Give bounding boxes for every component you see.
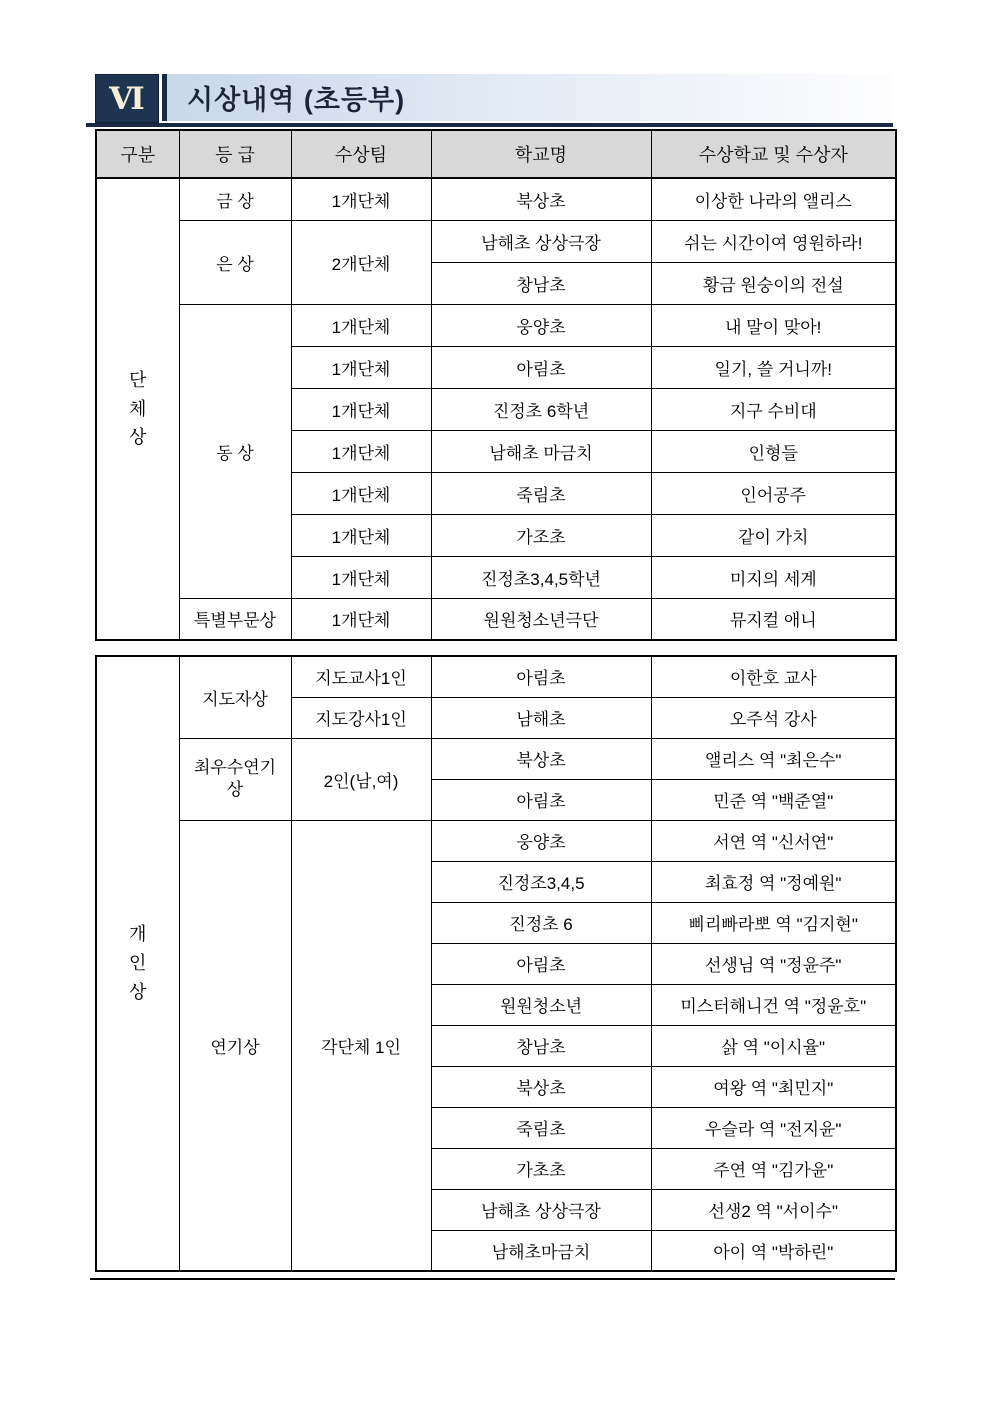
cell-school: 웅양초 bbox=[431, 304, 651, 346]
individual-awards-table bbox=[95, 655, 897, 1272]
cell-grade: 특별부문상 bbox=[179, 598, 291, 640]
table-bottom-rule bbox=[90, 1278, 895, 1280]
cell-winner: 오주석 강사 bbox=[651, 697, 896, 738]
cell-school: 죽림초 bbox=[431, 1107, 651, 1148]
cell-school: 웅양초 bbox=[431, 820, 651, 861]
cell-school: 가초초 bbox=[431, 1148, 651, 1189]
cell-winner: 일기, 쓸 거니까! bbox=[651, 346, 896, 388]
cell-school: 남해초 마금치 bbox=[431, 430, 651, 472]
cell-winner: 선생2 역 "서이수" bbox=[651, 1189, 896, 1230]
table-row bbox=[96, 820, 896, 861]
cell-school: 남해초마금치 bbox=[431, 1230, 651, 1271]
cell-winner: 황금 원숭이의 전설 bbox=[651, 262, 896, 304]
cell-winner: 이상한 나라의 앨리스 bbox=[651, 178, 896, 220]
cell-winner: 내 말이 맞아! bbox=[651, 304, 896, 346]
cell-school: 남해초 상상극장 bbox=[431, 1189, 651, 1230]
cell-team: 1개단체 bbox=[291, 178, 431, 220]
cell-school: 아림초 bbox=[431, 346, 651, 388]
cell-school: 남해초 상상극장 bbox=[431, 220, 651, 262]
cell-winner: 주연 역 "김가윤" bbox=[651, 1148, 896, 1189]
table-row bbox=[96, 656, 896, 697]
group-awards-table-wrap bbox=[95, 129, 897, 641]
cell-winner: 뮤지컬 애니 bbox=[651, 598, 896, 640]
cell-winner: 우슬라 역 "전지윤" bbox=[651, 1107, 896, 1148]
cell-team: 1개단체 bbox=[291, 472, 431, 514]
cell-winner: 미스터해니건 역 "정윤호" bbox=[651, 984, 896, 1025]
table-header-row bbox=[96, 130, 896, 178]
cell-school: 북상초 bbox=[431, 178, 651, 220]
cell-grade bbox=[179, 738, 291, 820]
cell-team: 1개단체 bbox=[291, 304, 431, 346]
header-cell-winner: 수상학교 및 수상자 bbox=[651, 130, 896, 178]
cell-school: 원원청소년 bbox=[431, 984, 651, 1025]
cell-winner: 쉬는 시간이여 영원하라! bbox=[651, 220, 896, 262]
cell-grade: 연기상 bbox=[179, 820, 291, 1271]
cell-school: 죽림초 bbox=[431, 472, 651, 514]
title-bar bbox=[162, 74, 893, 121]
cell-school: 남해초 bbox=[431, 697, 651, 738]
individual-awards-table-wrap bbox=[95, 655, 897, 1272]
section-number: Ⅵ bbox=[109, 80, 145, 116]
cell-winner: 미지의 세계 bbox=[651, 556, 896, 598]
cell-team: 1개단체 bbox=[291, 346, 431, 388]
cell-school: 가조초 bbox=[431, 514, 651, 556]
header-cell-team: 수상팀 bbox=[291, 130, 431, 178]
cell-school: 아림초 bbox=[431, 779, 651, 820]
cell-school: 진정조3,4,5 bbox=[431, 861, 651, 902]
cell-winner: 최효정 역 "정예원" bbox=[651, 861, 896, 902]
table-row bbox=[96, 598, 896, 640]
cell-school: 진정초3,4,5학년 bbox=[431, 556, 651, 598]
header-cell-category: 구분 bbox=[96, 130, 179, 178]
cell-school: 북상초 bbox=[431, 1066, 651, 1107]
grade-label: 최우수연기상 bbox=[193, 757, 277, 799]
cell-winner: 이한호 교사 bbox=[651, 656, 896, 697]
cell-school: 진정초 6학년 bbox=[431, 388, 651, 430]
cell-winner: 지구 수비대 bbox=[651, 388, 896, 430]
cell-winner: 선생님 역 "정윤주" bbox=[651, 943, 896, 984]
cell-winner: 아이 역 "박하린" bbox=[651, 1230, 896, 1271]
cell-team: 1개단체 bbox=[291, 388, 431, 430]
cell-winner: 같이 가치 bbox=[651, 514, 896, 556]
section-number-badge bbox=[95, 74, 159, 123]
cell-grade: 금 상 bbox=[179, 178, 291, 220]
cell-grade: 동 상 bbox=[179, 304, 291, 598]
cell-winner: 인어공주 bbox=[651, 472, 896, 514]
category-label: 단체상 bbox=[129, 369, 147, 448]
table-row bbox=[96, 304, 896, 346]
cell-team: 1개단체 bbox=[291, 430, 431, 472]
cell-school: 아림초 bbox=[431, 943, 651, 984]
cell-school: 창남초 bbox=[431, 262, 651, 304]
cell-team: 각단체 1인 bbox=[291, 820, 431, 1271]
title-underline bbox=[86, 123, 893, 127]
table-row bbox=[96, 738, 896, 779]
cell-winner: 삵 역 "이시율" bbox=[651, 1025, 896, 1066]
cell-team: 1개단체 bbox=[291, 556, 431, 598]
cell-grade: 지도자상 bbox=[179, 656, 291, 738]
header-cell-school: 학교명 bbox=[431, 130, 651, 178]
cell-winner: 민준 역 "백준열" bbox=[651, 779, 896, 820]
cell-category bbox=[96, 656, 179, 1271]
cell-school: 진정초 6 bbox=[431, 902, 651, 943]
cell-winner: 삐리빠라뽀 역 "김지현" bbox=[651, 902, 896, 943]
cell-team: 1개단체 bbox=[291, 598, 431, 640]
cell-winner: 인형들 bbox=[651, 430, 896, 472]
group-awards-table bbox=[95, 129, 897, 641]
cell-school: 아림초 bbox=[431, 656, 651, 697]
table-row bbox=[96, 178, 896, 220]
cell-team: 2인(남,여) bbox=[291, 738, 431, 820]
cell-school: 북상초 bbox=[431, 738, 651, 779]
cell-winner: 여왕 역 "최민지" bbox=[651, 1066, 896, 1107]
category-label: 개인상 bbox=[129, 924, 147, 1002]
page-title: 시상내역 (초등부) bbox=[187, 85, 406, 115]
cell-winner: 서연 역 "신서연" bbox=[651, 820, 896, 861]
cell-team: 2개단체 bbox=[291, 220, 431, 304]
cell-school: 원원청소년극단 bbox=[431, 598, 651, 640]
cell-school: 창남초 bbox=[431, 1025, 651, 1066]
cell-team: 지도교사1인 bbox=[291, 656, 431, 697]
table-row bbox=[96, 220, 896, 262]
cell-team: 지도강사1인 bbox=[291, 697, 431, 738]
cell-grade: 은 상 bbox=[179, 220, 291, 304]
cell-team: 1개단체 bbox=[291, 514, 431, 556]
header-cell-grade: 등 급 bbox=[179, 130, 291, 178]
cell-category bbox=[96, 178, 179, 640]
cell-winner: 앨리스 역 "최은수" bbox=[651, 738, 896, 779]
